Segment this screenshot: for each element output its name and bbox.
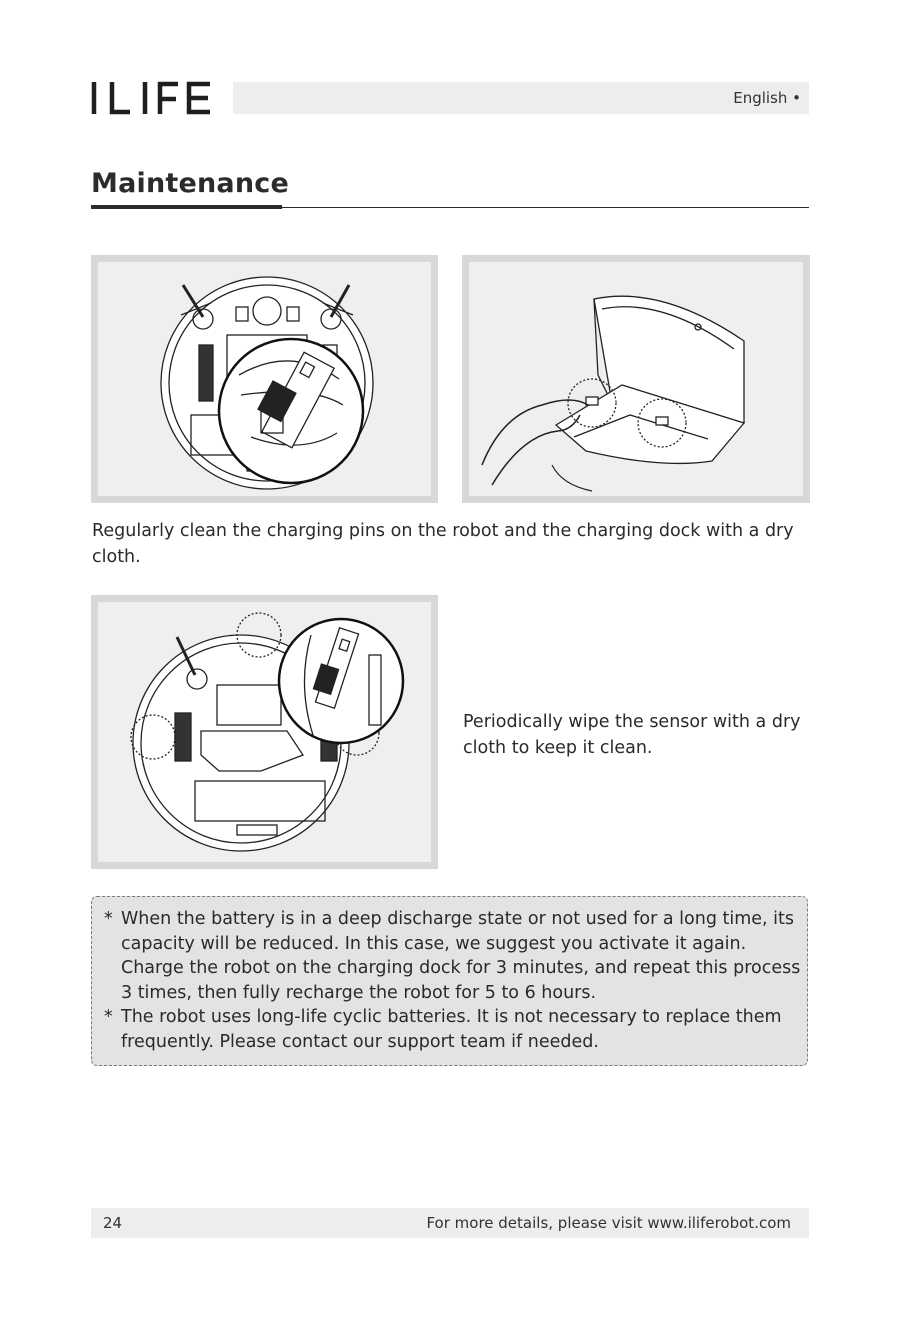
section-title: Maintenance <box>91 168 289 199</box>
note-item <box>104 907 804 1005</box>
note-text: When the battery is in a deep discharge state or not used for a long time, its capacity will be reduced. In this case, we suggest you activate it again. Charge the robot on the charging dock for 3 minutes, and repeat this process 3 times, then fully recharge the robot for 5 to 6 hours. <box>121 909 801 1003</box>
battery-notes-box <box>91 896 808 1066</box>
charging-dock-drawing <box>462 255 810 503</box>
footer-details: For more details, please visit www.iliferobot.com <box>426 1214 791 1232</box>
footer-bar <box>91 1208 809 1238</box>
note-bullet: * <box>104 1007 113 1027</box>
robot-pins-illustration <box>91 255 438 503</box>
title-underline <box>91 205 282 209</box>
sensor-cleaning-caption: Periodically wipe the sensor with a dry cloth to keep it clean. <box>463 712 801 758</box>
pins-cleaning-caption: Regularly clean the charging pins on the robot and the charging dock with a dry cloth. <box>92 521 794 567</box>
page-number: 24 <box>103 1214 123 1232</box>
charging-dock-illustration <box>462 255 810 503</box>
ilife-logo <box>90 76 214 120</box>
robot-bottom-drawing <box>91 255 438 503</box>
language-label: English • <box>733 89 801 107</box>
note-item <box>104 1005 804 1055</box>
robot-sensor-drawing <box>91 595 438 869</box>
note-text: The robot uses long-life cyclic batteries. It is not necessary to replace them frequently. Please contact our support team if needed. <box>121 1007 782 1052</box>
robot-sensor-illustration <box>91 595 438 869</box>
note-bullet: * <box>104 909 113 929</box>
header-bar <box>233 82 809 114</box>
